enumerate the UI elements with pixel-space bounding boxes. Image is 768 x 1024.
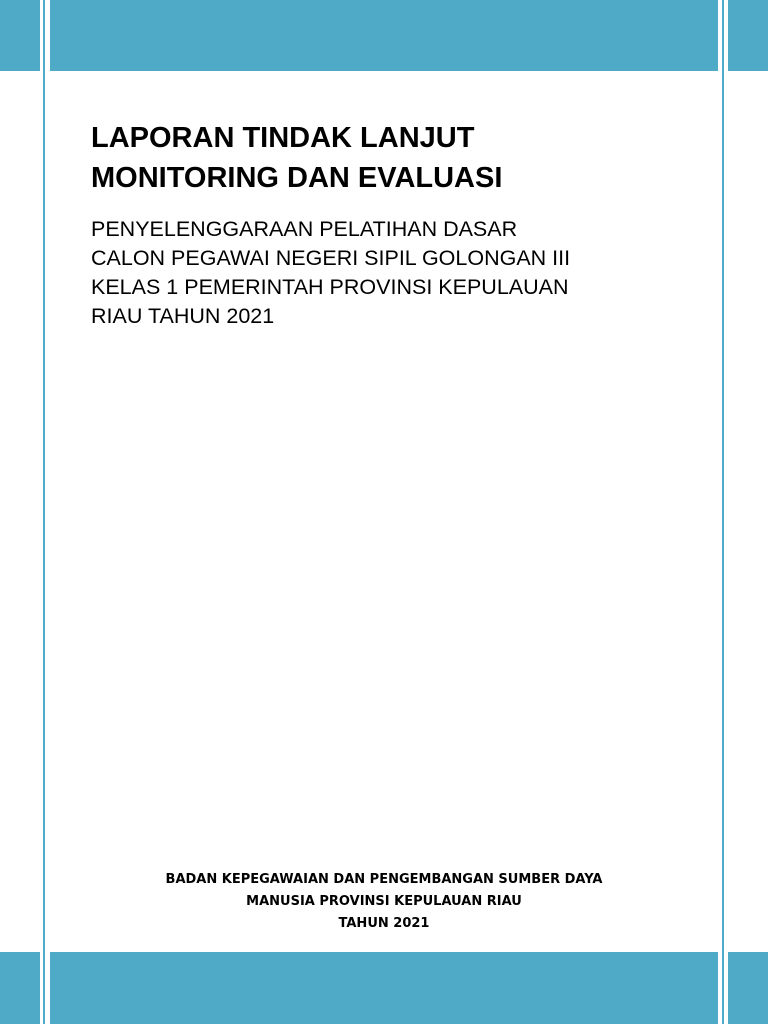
report-subtitle-line: PENYELENGGARAAN PELATIHAN DASAR bbox=[91, 217, 518, 241]
report-subtitle-line: CALON PEGAWAI NEGERI SIPIL GOLONGAN III bbox=[91, 246, 571, 270]
agency-line: MANUSIA PROVINSI KEPULAUAN RIAU bbox=[246, 894, 522, 909]
left-vertical-rule bbox=[43, 0, 45, 1024]
agency-line: BADAN KEPEGAWAIAN DAN PENGEMBANGAN SUMBER DAYA bbox=[165, 872, 603, 887]
report-subtitle bbox=[91, 215, 711, 331]
report-subtitle-line: RIAU TAHUN 2021 bbox=[91, 304, 275, 328]
bottom-footer-band bbox=[50, 952, 718, 1024]
report-title bbox=[91, 118, 691, 198]
issuing-agency-block bbox=[50, 869, 718, 935]
report-subtitle-line: KELAS 1 PEMERINTAH PROVINSI KEPULAUAN bbox=[91, 275, 569, 299]
top-left-band bbox=[0, 0, 40, 71]
top-right-band bbox=[728, 0, 768, 71]
bottom-right-band bbox=[728, 952, 768, 1024]
top-header-band bbox=[50, 0, 718, 71]
report-title-line: MONITORING DAN EVALUASI bbox=[91, 162, 503, 194]
bottom-left-band bbox=[0, 952, 40, 1024]
report-title-line: LAPORAN TINDAK LANJUT bbox=[91, 122, 475, 154]
right-vertical-rule bbox=[722, 0, 724, 1024]
year-line: TAHUN 2021 bbox=[338, 916, 430, 931]
